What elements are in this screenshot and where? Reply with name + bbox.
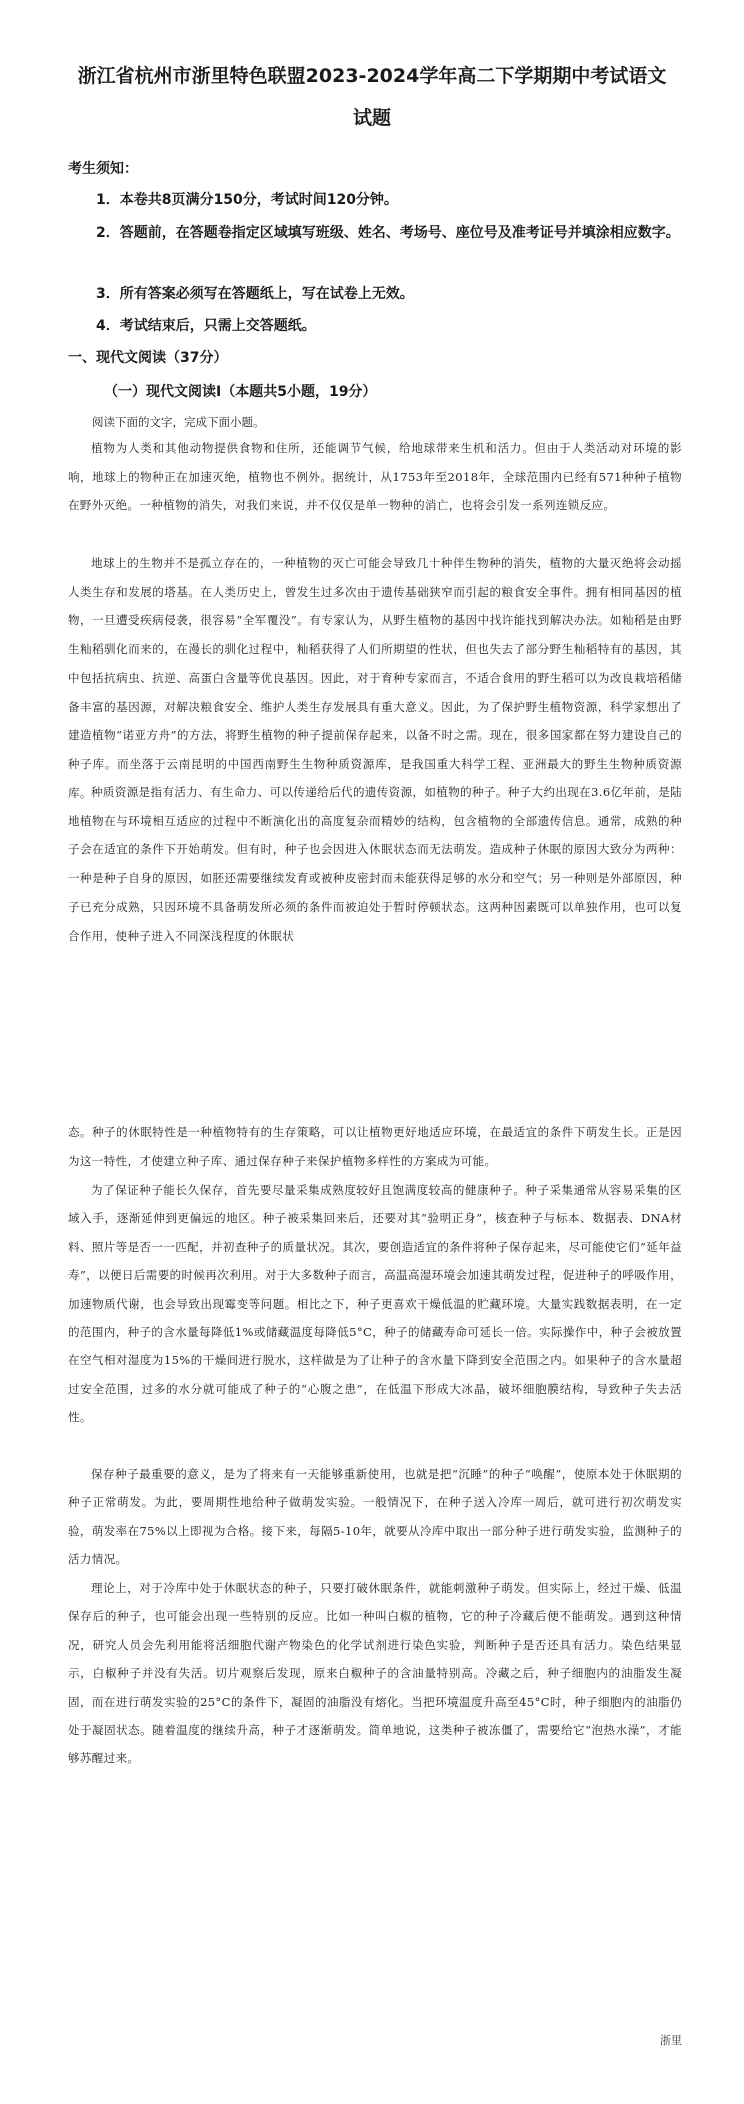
passage-paragraph: 植物为人类和其他动物提供食物和住所，还能调节气候，给地球带来生机和活力。但由于人类活动对环境的影响，地球上的物种正在加速灭绝，植物也不例外。据统计，从1753年至2018年，全球范围内已经有571种种子植物在野外灭绝。一种植物的消失，对我们来说，并不仅仅是单一物种的消亡，也将会引发一系列连锁反应。: [68, 441, 682, 513]
page-footer: 浙里: [660, 2034, 682, 2047]
notice-item: 2．答题前，在答题卷指定区域填写班级、姓名、考场号、座位号及准考证号并填涂相应数字。: [96, 225, 680, 241]
passage-paragraph: 保存种子最重要的意义，是为了将来有一天能够重新使用，也就是把“沉睡”的种子“唤醒”，使原本处于休眠期的种子正常萌发。为此，要周期性地给种子做萌发实验。一般情况下，在种子送入冷库一周后，就可进行初次萌发实验，萌发率在75%以上即视为合格。接下来，每隔5-10年，就要从冷库中取出一部分种子进行萌发实验，监测种子的活力情况。: [68, 1467, 682, 1567]
subsection-heading: （一）现代文阅读Ⅰ（本题共5小题，19分）: [104, 384, 377, 400]
notice-item: 4．考试结束后，只需上交答题纸。: [96, 318, 316, 334]
passage-paragraph: 理论上，对于冷库中处于休眠状态的种子，只要打破休眠条件，就能刺激种子萌发。但实际上，经过干燥、低温保存后的种子，也可能会出现一些特别的反应。比如一种叫白椒的植物，它的种子冷藏后便不能萌发。遇到这种情况，研究人员会先利用能将活细胞代谢产物染色的化学试剂进行染色实验，判断种子是否还具有活力。染色结果显示，白椒种子并没有失活。切片观察后发现，原来白椒种子的含油量特别高。冷藏之后，种子细胞内的油脂发生凝固，而在进行萌发实验的25°C的条件下，凝固的油脂没有熔化。当把环境温度升高至45°C时，种子细胞内的油脂仍处于凝固状态。随着温度的继续升高，种子才逐渐萌发。简单地说，这类种子被冻僵了，需要给它“泡热水澡”，才能够苏醒过来。: [68, 1581, 682, 1766]
reading-instruction: 阅读下面的文字，完成下面小题。: [92, 415, 265, 429]
doc-title-line-1: 浙江省杭州市浙里特色联盟2023-2024学年高二下学期期中考试语文: [77, 65, 667, 87]
notice-heading: 考生须知：: [68, 161, 138, 177]
notice-item: 1．本卷共8页满分150分，考试时间120分钟。: [96, 192, 398, 208]
passage-paragraph: 种质资源是指有活力、有生命力、可以传递给后代的遗传资源，如植物的种子。种子大约出现在3.6亿年前，是陆地植物在与环境相互适应的过程中不断演化出的高度复杂而精妙的结构，包含植物的全部遗传信息。通常，成熟的种子会在适宜的条件下开始萌发。但有时，种子也会因进入休眠状态而无法萌发。造成种子休眠的原因大致分为两种：一种是种子自身的原因，如胚还需要继续发育或被种皮密封而未能获得足够的水分和空气；另一种则是外部原因，种子已充分成熟，只因环境不具备萌发所必须的条件而被迫处于暂时停顿状态。这两种因素既可以单独作用，也可以复合作用，使种子进入不同深浅程度的休眠状: [68, 785, 682, 943]
passage-paragraph: 地球上的生物并不是孤立存在的，一种植物的灭亡可能会导致几十种伴生物种的消失，植物的大量灭绝将会动摇人类生存和发展的塔基。在人类历史上，曾发生过多次由于遗传基础狭窄而引起的粮食安全事件。拥有相同基因的植物，一旦遭受疾病侵袭，很容易“全军覆没”。有专家认为，从野生植物的基因中找许能找到解决办法。如籼稻是由野生籼稻驯化而来的，在漫长的驯化过程中，籼稻获得了人们所期望的性状，但也失去了部分野生籼稻特有的基因，其中包括抗病虫、抗逆、高蛋白含量等优良基因。因此，对于育种专家而言，不适合食用的野生稻可以为改良栽培稻储备丰富的基因源，对解决粮食安全、维护人类生存发展具有重大意义。因此，为了保护野生植物资源，科学家想出了建造植物“诺亚方舟”的方法，将野生植物的种子提前保存起来，以备不时之需。现在，很多国家都在努力建设自己的种子库。而坐落于云南昆明的中国西南野生生物种质资源库，是我国重大科学工程、亚洲最大的野生生物种质资源库。: [68, 556, 682, 800]
notice-item: 3．所有答案必须写在答题纸上，写在试卷上无效。: [96, 286, 414, 302]
passage-paragraph: 态。种子的休眠特性是一种植物特有的生存策略，可以让植物更好地适应环境，在最适宜的条件下萌发生长。正是因为这一特性，才使建立种子库、通过保存种子来保护植物多样性的方案成为可能。: [68, 1125, 682, 1168]
doc-title-line-2: 试题: [352, 107, 391, 129]
section-heading: 一、现代文阅读（37分）: [68, 350, 228, 366]
passage-paragraph: 为了保证种子能长久保存，首先要尽量采集成熟度较好且饱满度较高的健康种子。种子采集通常从容易采集的区域入手，逐渐延伸到更偏远的地区。种子被采集回来后，还要对其“验明正身”，核查种子与标本、数据表、DNA材料、照片等是否一一匹配，并初查种子的质量状况。其次，要创造适宜的条件将种子保存起来，尽可能使它们“延年益寿”，以便日后需要的时候再次利用。对于大多数种子而言，高温高湿环境会加速其萌发过程，促进种子的呼吸作用，加速物质代谢，也会导致出现霉变等问题。相比之下，种子更喜欢干燥低温的贮藏环境。大量实践数据表明，在一定的范围内，种子的含水量每降低1%或储藏温度每降低5°C，种子的储藏寿命可延长一倍。实际操作中，种子会被放置在空气相对湿度为15%的干燥间进行脱水，这样做是为了让种子的含水量下降到安全范围之内。如果种子的含水量超过安全范围，过多的水分就可能成了种子的“心腹之患”，在低温下形成大冰晶，破坏细胞膜结构，导致种子失去活性。: [68, 1183, 682, 1425]
